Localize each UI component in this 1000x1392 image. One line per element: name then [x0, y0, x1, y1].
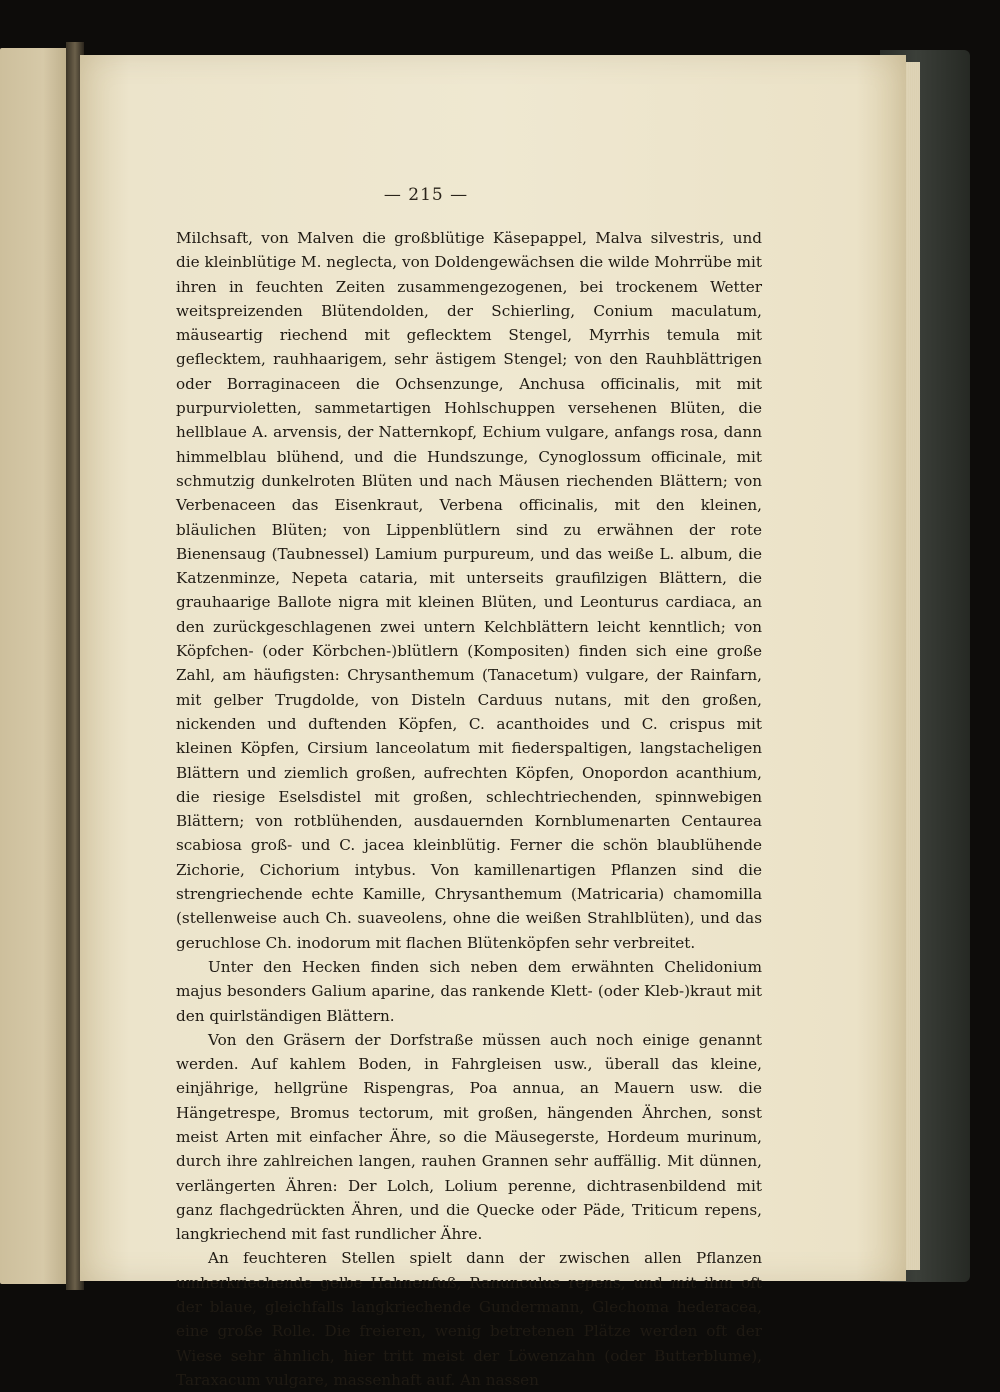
paragraph-3: Von den Gräsern der Dorfstraße müssen auch noch einige genannt werden. Auf kahlem Boden, in Fahrgleisen usw., überall das kleine, einjährige, hellgrüne Rispengras, Poa annua, an Mauern usw. die Hängetrespe, Bromus tectorum, mit großen, hängenden Ährchen, sonst meist Arten mit einfacher Ähre, so die Mäusegerste, Hordeum murinum, durch ihre zahlreichen langen, rauhen Grannen sehr auffällig. Mit dünnen, verlängerten Ähren: Der Lolch, Lolium perenne, dichtrasenbildend mit ganz flachgedrückten Ähren, und die Quecke oder Päde, Triticum repens, langkriechend mit fast rundlicher Ähre.	[176, 1030, 762, 1244]
page-text	[176, 226, 762, 1392]
paragraph-4: An feuchteren Stellen spielt dann der zwischen allen Pflanzen umherkriechende gelbe Hahnenfuß, Ranunculus repens, und mit ihm oft der blaue, gleichfalls langkriechende Gundermann, Glechoma hederacea, eine große Rolle. Die freieren, wenig betretenen Plätze werden oft der Wiese sehr ähnlich, hier tritt meist der Löwenzahn (oder Butterblume), Taraxacum vulgare, massenhaft auf. An nassen	[176, 1249, 762, 1389]
paragraph-2: Unter den Hecken finden sich neben dem erwähnten Chelidonium majus besonders Galium aparine, das rankende Klett- (oder Kleb-)kraut mit den quirlständigen Blättern.	[176, 957, 762, 1025]
paragraph-1: Milchsaft, von Malven die großblütige Käsepappel, Malva silvestris, und die kleinblütige M. neglecta, von Doldengewächsen die wilde Mohrrübe mit ihren in feuchten Zeiten zusammengezogenen, bei trockenem Wetter weitspreizenden Blütendolden, der Schierling, Conium maculatum, mäuseartig riechend mit geflecktem Stengel, Myrrhis temula mit geflecktem, rauhhaarigem, sehr ästigem Stengel; von den Rauhblättrigen oder Borraginaceen die Ochsenzunge, Anchusa officinalis, mit mit purpurvioletten, sammetartigen Hohlschuppen versehenen Blüten, die hellblaue A. arvensis, der Natternkopf, Echium vulgare, anfangs rosa, dann himmelblau blühend, und die Hundszunge, Cynoglossum officinale, mit schmutzig dunkelroten Blüten und nach Mäusen riechenden Blättern; von Verbenaceen das Eisenkraut, Verbena officinalis, mit den kleinen, bläulichen Blüten; von Lippenblütlern sind zu erwähnen der rote Bienensaug (Taubnessel) Lamium purpureum, und das weiße L. album, die Katzenminze, Nepeta cataria, mit unterseits graufilzigen Blättern, die grauhaarige Ballote nigra mit kleinen Blüten, und Leonturus cardiaca, an den zurückgeschlagenen zwei untern Kelchblättern leicht kenntlich; von Köpfchen- (oder Körbchen-)blütlern (Kompositen) finden sich eine große Zahl, am häufigsten: Chrysanthemum (Tanacetum) vulgare, der Rainfarn, mit gelber Trugdolde, von Disteln Carduus nutans, mit den großen, nickenden und duftenden Köpfen, C. acanthoides und C. crispus mit kleinen Köpfen, Cirsium lanceolatum mit fiederspaltigen, langstacheligen Blättern und ziemlich großen, aufrechten Köpfen, Onopordon acanthium, die riesige Eselsdistel mit großen, schlechtriechenden, spinnwebigen Blättern; von rotblühenden, ausdauernden Kornblumenarten Centaurea scabiosa groß- und C. jacea kleinblütig. Ferner die schön blaublühende Zichorie, Cichorium intybus. Von kamillenartigen Pflanzen sind die strengriechende echte Kamille, Chrysanthemum (Matricaria) chamomilla (stellenweise auch Ch. suaveolens, ohne die weißen Strahlblüten), und das geruchlose Ch. inodorum mit flachen Blütenköpfen sehr verbreitet.	[176, 229, 762, 952]
left-page-edge	[0, 48, 72, 1284]
page-number: — 215 —	[383, 185, 469, 205]
